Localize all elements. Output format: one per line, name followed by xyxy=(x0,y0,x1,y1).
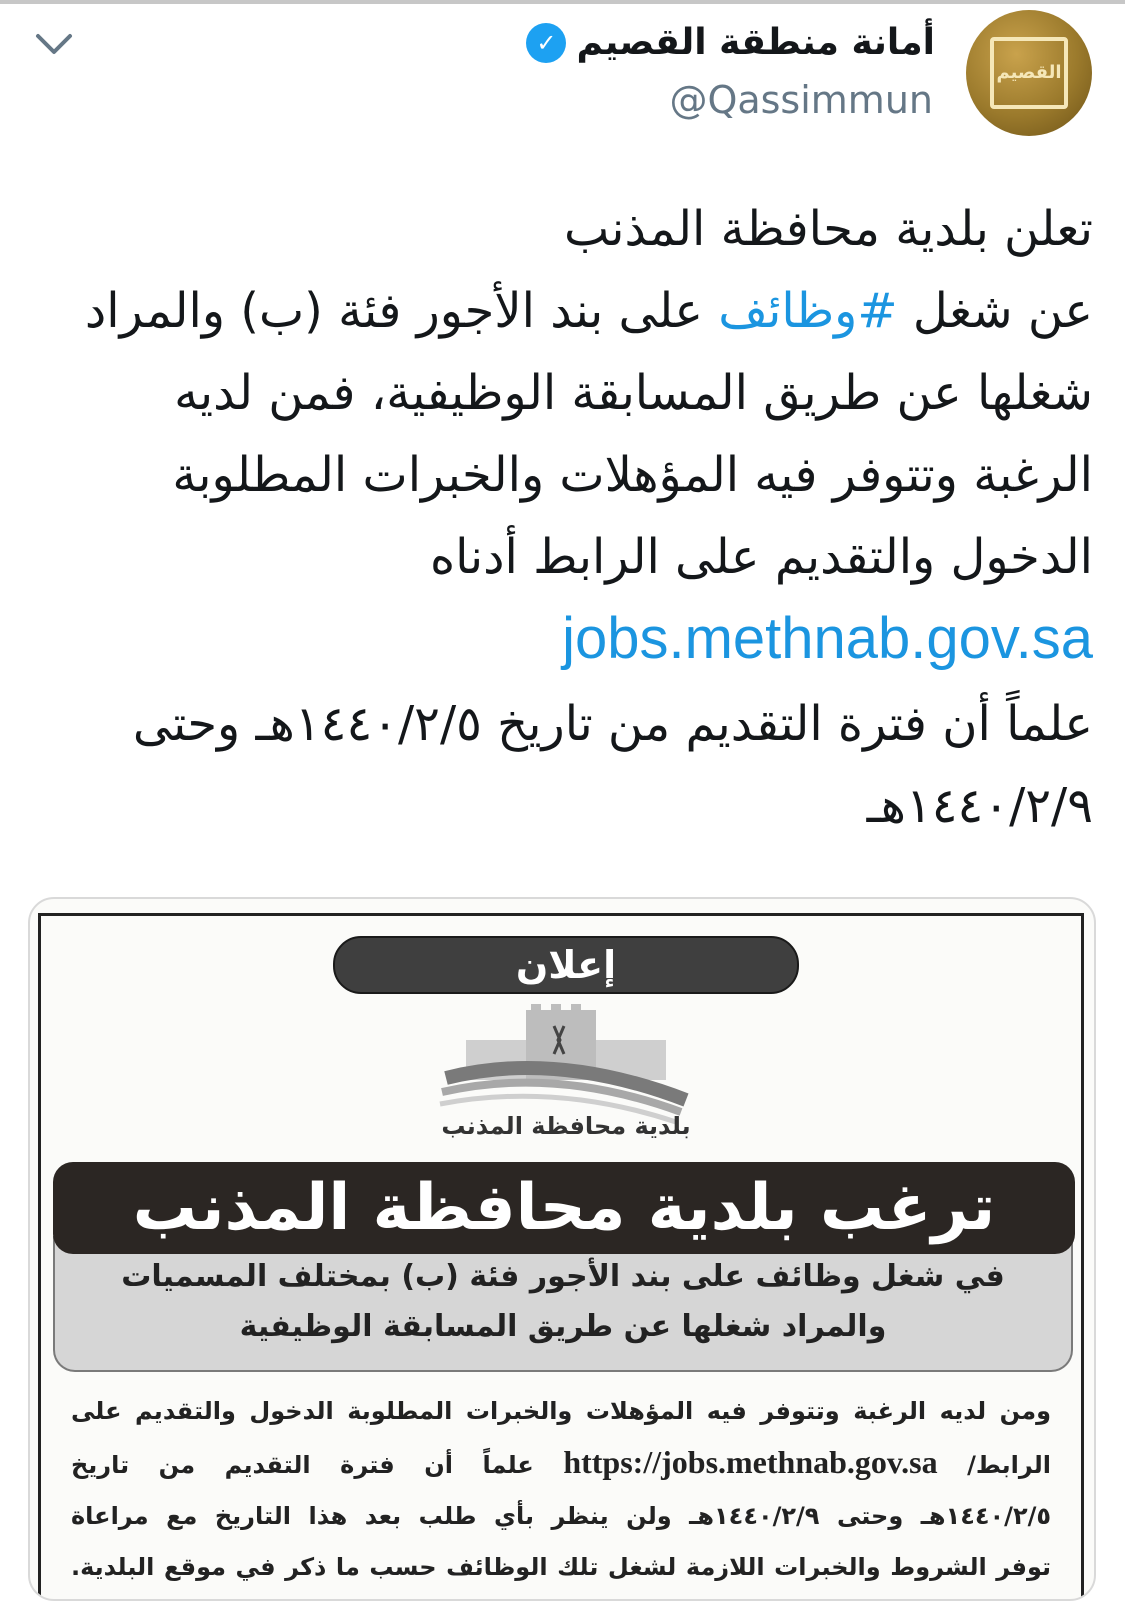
tweet-line: ١٤٤٠/٢/٩هـ xyxy=(866,778,1093,834)
tweet-line xyxy=(28,270,1093,352)
avatar-logo: القصيم xyxy=(990,37,1068,109)
ad-body-line xyxy=(71,1437,1051,1491)
ad-banner-title: ترغب بلدية محافظة المذنب xyxy=(53,1162,1075,1254)
chevron-down-icon[interactable] xyxy=(34,30,74,60)
user-handle[interactable]: @Qassimmun xyxy=(669,78,933,122)
ad-body-line: ومن لديه الرغبة وتتوفر فيه المؤهلات والخبرات المطلوبة الدخول والتقديم على xyxy=(71,1397,1051,1425)
ad-subtitle-box xyxy=(53,1236,1073,1372)
ad-body-line: ١٤٤٠/٢/٥هـ وحتى ١٤٤٠/٢/٩هـ ولن ينظر بأي طلب بعد هذا التاريخ مع مراعاة xyxy=(71,1502,1051,1530)
display-name[interactable]: أمانة منطقة القصيم xyxy=(576,22,935,63)
tweet-line: تعلن بلدية محافظة المذنب xyxy=(563,201,1093,257)
tweet-text-fragment: على بند الأجور فئة (ب) والمراد xyxy=(84,283,719,339)
tweet-text-fragment: عن شغل xyxy=(897,283,1093,339)
logo-caption: بلدية محافظة المذنب xyxy=(441,1112,691,1140)
ad-header-pill: إعلان xyxy=(333,936,799,994)
tweet-line: الرغبة وتتوفر فيه المؤهلات والخبرات المطلوبة xyxy=(172,447,1093,503)
tweet-line: علماً أن فترة التقديم من تاريخ ١٤٤٠/٢/٥هـ وحتى xyxy=(132,696,1093,752)
attached-image[interactable] xyxy=(28,897,1096,1601)
ad-frame xyxy=(38,913,1084,1601)
ad-body-url: https://jobs.methnab.gov.sa xyxy=(563,1444,938,1480)
ad-subtitle-line: والمراد شغلها عن طريق المسابقة الوظيفية xyxy=(239,1309,887,1344)
author-name-row[interactable] xyxy=(526,22,935,63)
tweet-text xyxy=(28,188,1093,847)
ad-body-fragment: الرابط/ xyxy=(967,1451,1051,1479)
verified-badge-icon: ✓ xyxy=(526,23,566,63)
ad-body-fragment: علماً أن فترة التقديم من تاريخ xyxy=(71,1451,534,1479)
ad-body-line: توفر الشروط والخبرات اللازمة لشغل تلك الوظائف حسب ما ذكر في موقع البلدية. xyxy=(71,1553,1051,1581)
avatar[interactable] xyxy=(966,10,1092,136)
ad-subtitle-line: في شغل وظائف على بند الأجور فئة (ب) بمختلف المسميات xyxy=(121,1259,1005,1294)
top-divider xyxy=(0,0,1125,4)
ad-body-text xyxy=(71,1386,1051,1593)
tweet-line: الدخول والتقديم على الرابط أدناه xyxy=(429,529,1093,585)
tweet-line: شغلها عن طريق المسابقة الوظيفية، فمن لديه xyxy=(174,365,1093,421)
hashtag-link[interactable]: #وظائف xyxy=(718,283,898,339)
url-link[interactable]: jobs.methnab.gov.sa xyxy=(562,606,1093,671)
